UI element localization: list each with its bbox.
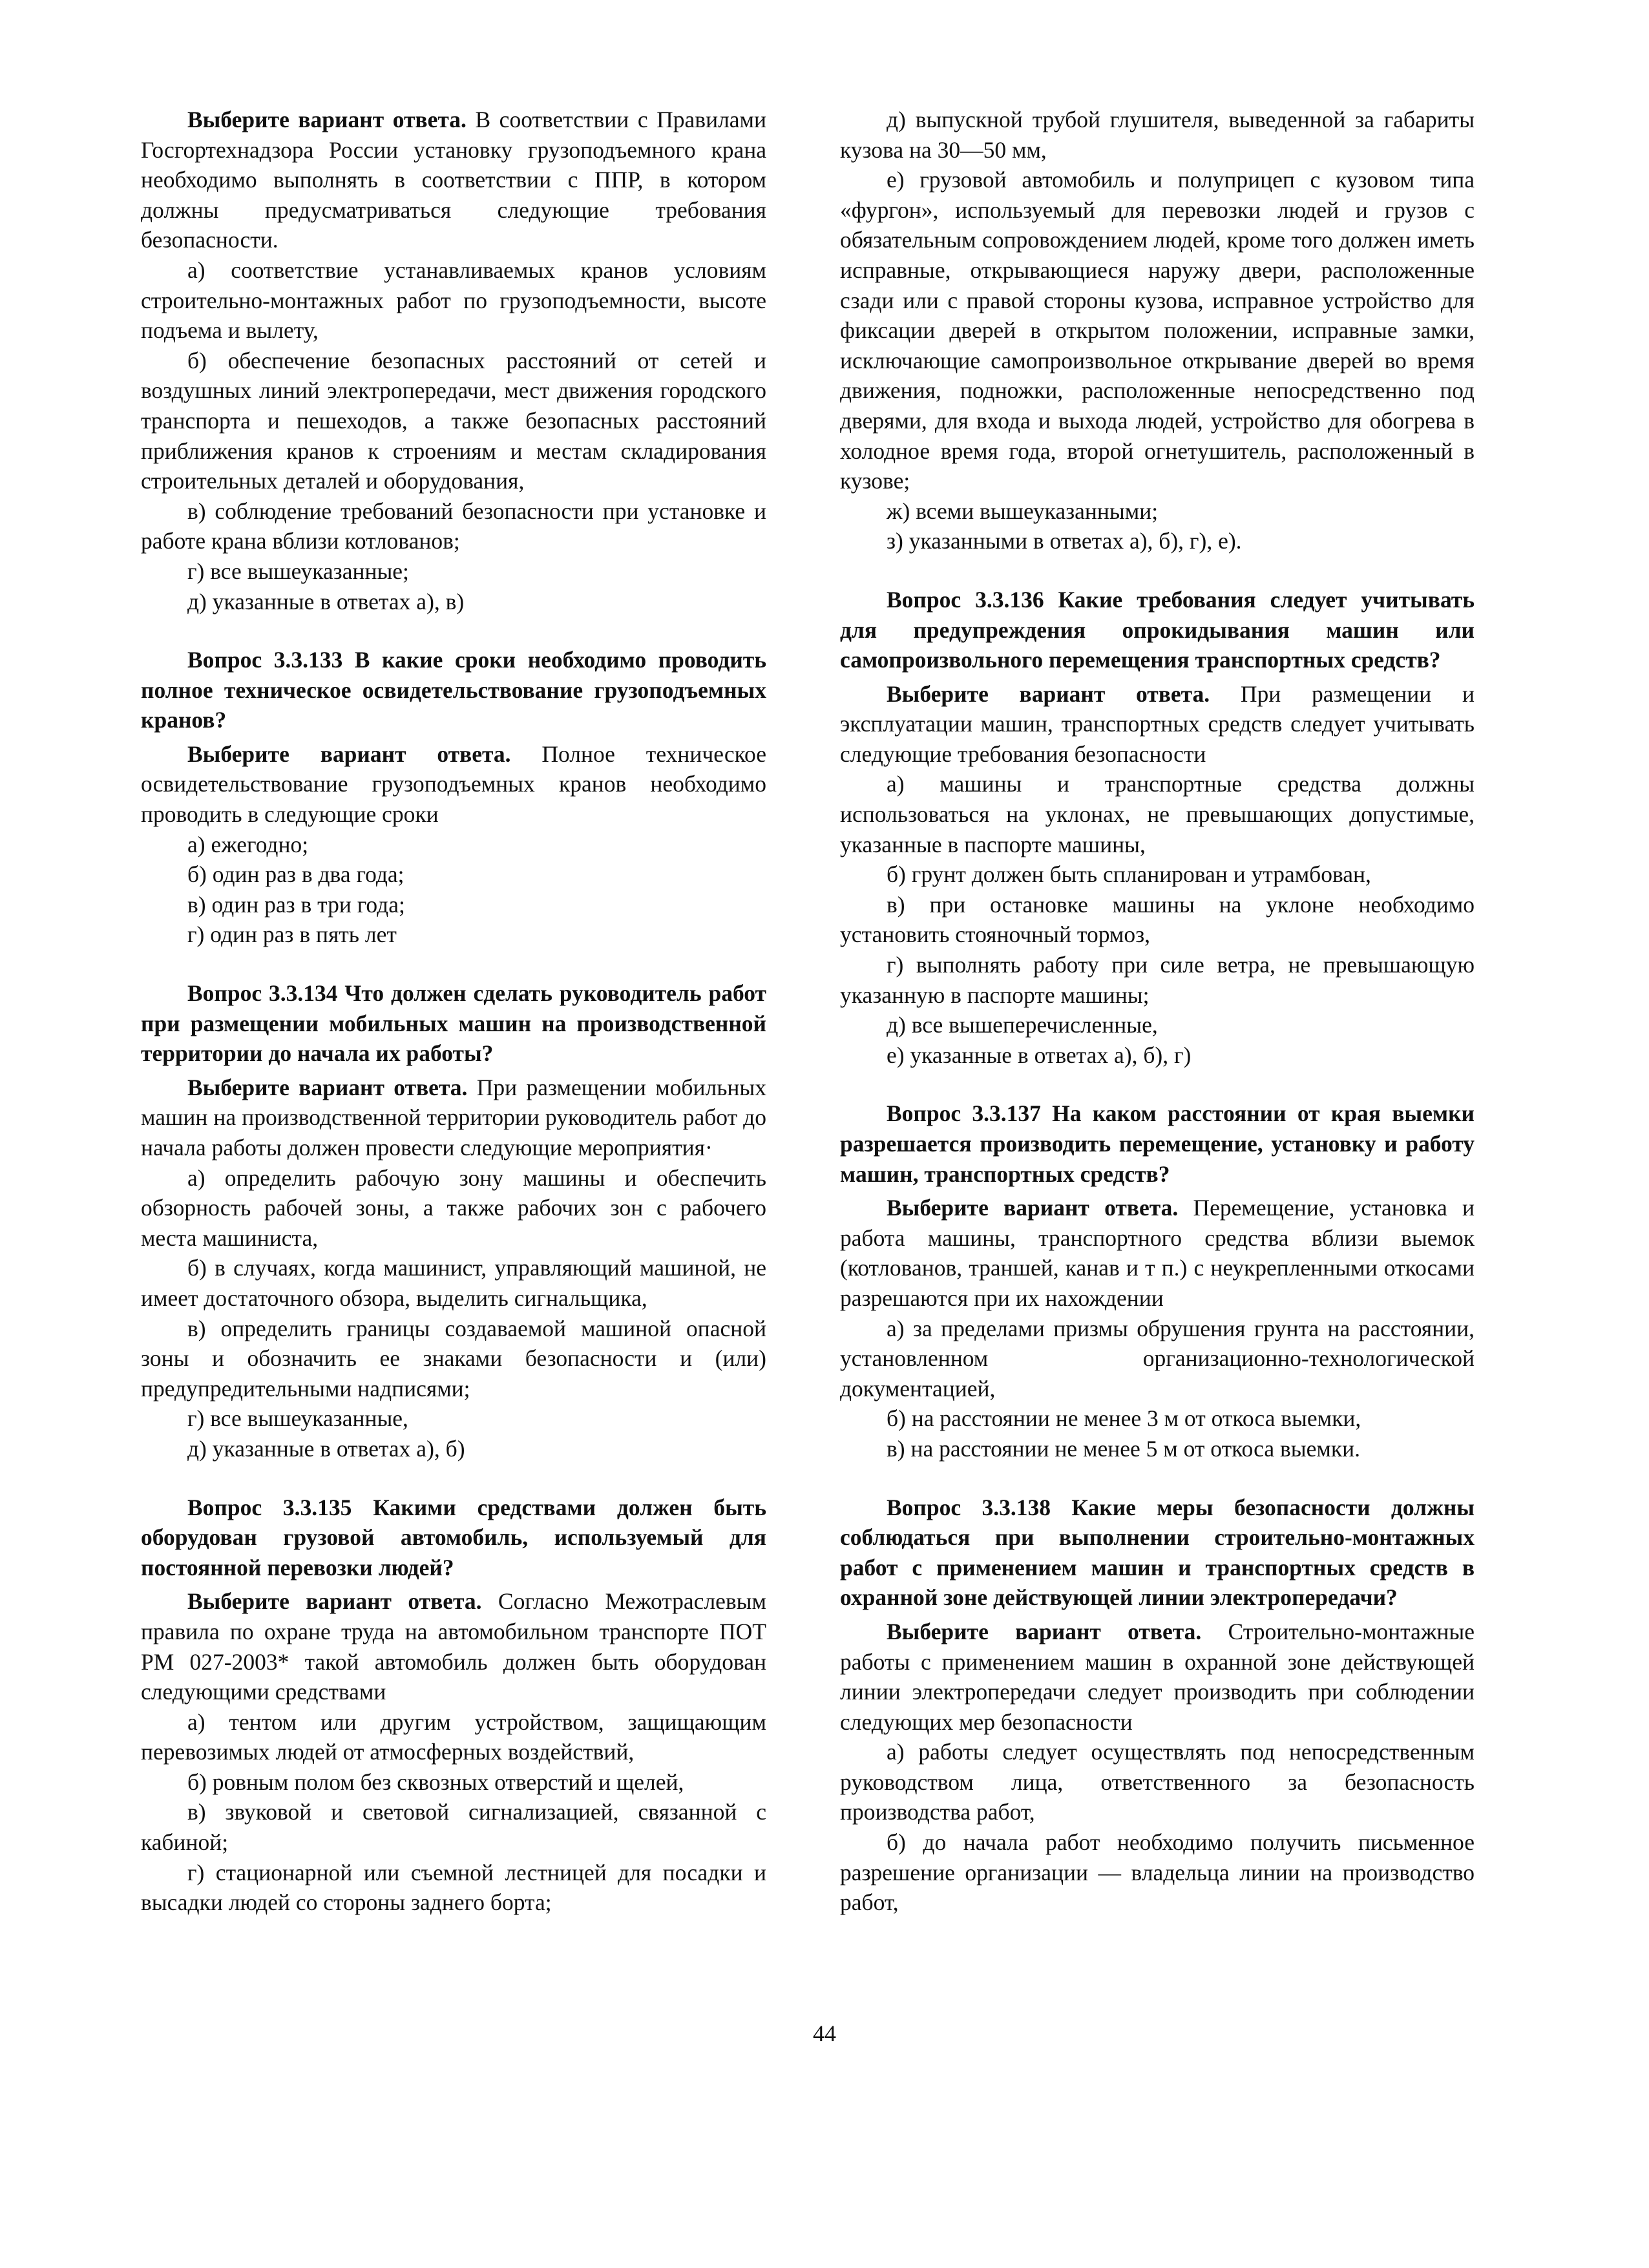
question-137-title: Вопрос 3.3.137 На каком расстоянии от края выемки разрешается производить перемещение, установку и работу машин, транспортных средств?	[840, 1100, 1475, 1187]
question-135-answer-g: г) стационарной или съемной лестницей для посадки и высадки людей со стороны заднего борта;	[141, 1859, 766, 1916]
left-column	[141, 105, 766, 1918]
question-135-answer-e: е) грузовой автомобиль и полуприцеп с кузовом типа «фургон», используемый для перевозки людей и грузов с обязательным сопровождением людей, кроме того должен иметь исправные, открывающиеся наружу двери, расположенные сзади или с правой стороны кузова, исправное устройство для фиксации дверей в открытом положении, исправные замки, исключающие самопроизвольное открывание дверей во время движения, подножки, расположенные непосредственно под дверями, для входа и выхода людей, устройство для обогрева в холодное время года, второй огнетушитель, расположенный в кузове;	[840, 167, 1475, 494]
question-137-answer-v: в) на расстоянии не менее 5 м от откоса выемки.	[887, 1435, 1360, 1462]
block1-intro-text: В соответствии с Правилами Госгортехнадзора России установку грузоподъемного крана необходимо выполнять в соответствии с ППР, в котором должны предусматриваться следующие требования безопасности.	[141, 107, 766, 253]
question-136-intro	[840, 679, 1475, 770]
block1-answer-d: д) указанные в ответах а), в)	[187, 588, 465, 614]
block1-answer-v: в) соблюдение требований безопасности при установке и работе крана вблизи котлованов;	[141, 498, 766, 554]
question-136-answer-d: д) все вышеперечисленные,	[887, 1012, 1158, 1038]
question-134-answer-v: в) определить границы создаваемой машиной опасной зоны и обозначить ее знаками безопасности и (или) предупредительными надписями;	[141, 1315, 766, 1402]
question-135-intro-label: Выберите вариант ответа.	[187, 1588, 482, 1615]
question-133-intro-text: Полное техническое освидетельствование грузоподъемных кранов необходимо проводить в следующие сроки	[141, 740, 766, 828]
question-135-title: Вопрос 3.3.135 Какими средствами должен быть оборудован грузовой автомобиль, используемый для постоянной перевозки людей?	[141, 1494, 766, 1580]
question-133-intro-label: Выберите вариант ответа.	[187, 740, 511, 767]
block1-answer-a: а) соответствие устанавливаемых кранов условиям строительно-монтажных работ по грузоподъемности, высоте подъема и вылету,	[141, 257, 766, 344]
question-134-intro-label: Выберите вариант ответа.	[187, 1074, 468, 1100]
question-138-intro-label: Выберите вариант ответа.	[887, 1618, 1202, 1644]
question-136-intro-text: При размещении и эксплуатации машин, транспортных средств следует учитывать следующие требования безопасности	[840, 680, 1475, 767]
question-134-title: Вопрос 3.3.134 Что должен сделать руководитель работ при размещении мобильных машин на производственной территории до начала их работы?	[141, 980, 766, 1067]
question-133-answer-a: а) ежегодно;	[187, 831, 309, 857]
question-133-intro	[141, 739, 766, 830]
question-137-intro	[840, 1193, 1475, 1313]
question-134-answer-a: а) определить рабочую зону машины и обеспечить обзорность рабочей зоны, а также рабочих зон с рабочего места машиниста,	[141, 1164, 766, 1251]
question-134-answer-b: б) в случаях, когда машинист, управляющий машиной, не имеет достаточного обзора, выделить сигнальщика,	[141, 1255, 766, 1311]
question-135-intro	[141, 1586, 766, 1706]
question-136-answer-e: е) указанные в ответах а), б), г)	[887, 1042, 1192, 1068]
page-number: 44	[813, 2021, 836, 2046]
question-134-answer-g: г) все вышеуказанные,	[187, 1405, 408, 1432]
block1-answer-b: б) обеспечение безопасных расстояний от сетей и воздушных линий электропередачи, мест движения городского транспорта и пешеходов, а также безопасных расстояний приближения кранов к строениям и местам складирования строительных деталей и оборудования,	[141, 347, 766, 494]
question-136-answer-v: в) при остановке машины на уклоне необходимо установить стояночный тормоз,	[840, 891, 1475, 948]
question-133-answer-b: б) один раз в два года;	[187, 861, 404, 888]
question-137-answer-a: а) за пределами призмы обрушения грунта на расстоянии, установленном организационно-технологической документацией,	[840, 1315, 1475, 1402]
question-135-answer-d: д) выпускной трубой глушителя, выведенной за габариты кузова на 30—50 мм,	[840, 107, 1475, 163]
question-138-answer-b: б) до начала работ необходимо получить письменное разрешение организации — владельца линии на производство работ,	[840, 1829, 1475, 1916]
block1-intro-label: Выберите вариант ответа.	[187, 107, 467, 132]
question-136-answer-b: б) грунт должен быть спланирован и утрамбован,	[887, 861, 1371, 888]
question-133-title: Вопрос 3.3.133 В какие сроки необходимо проводить полное техническое освидетельствование грузоподъемных кранов?	[141, 647, 766, 733]
question-136-answer-g: г) выполнять работу при силе ветра, не превышающую указанную в паспорте машины;	[840, 952, 1475, 1008]
question-138-title: Вопрос 3.3.138 Какие меры безопасности должны соблюдаться при выполнении строительно-монтажных работ с применением машин и транспортных средств в охранной зоне действующей линии электропередачи?	[840, 1494, 1475, 1611]
question-136-answer-a: а) машины и транспортные средства должны использоваться на уклонах, не превышающих допустимые, указанные в паспорте машины,	[840, 771, 1475, 857]
question-135-intro-text: Согласно Межотраслевым правила по охране труда на автомобильном транспорте ПОТ РМ 027-2003* такой автомобиль должен быть оборудован следующими средствами	[141, 1588, 766, 1705]
question-135-answer-v: в) звуковой и световой сигнализацией, связанной с кабиной;	[141, 1799, 766, 1856]
question-135-answer-zh: ж) всеми вышеуказанными;	[887, 498, 1159, 524]
question-135-answer-a: а) тентом или другим устройством, защищающим перевозимых людей от атмосферных воздействий,	[141, 1708, 766, 1765]
question-137-intro-text: Перемещение, установка и работа машины, транспортного средства вблизи выемок (котлованов, траншей, канав и т п.) с неукрепленными откосами разрешаются при их нахождении	[840, 1195, 1475, 1311]
question-136-title: Вопрос 3.3.136 Какие требования следует учитывать для предупреждения опрокидывания машин или самопроизвольного перемещения транспортных средств?	[840, 586, 1475, 673]
question-133-answer-g: г) один раз в пять лет	[187, 921, 397, 948]
block1-answer-g: г) все вышеуказанные;	[187, 558, 409, 584]
question-137-answer-b: б) на расстоянии не менее 3 м от откоса выемки,	[887, 1405, 1361, 1432]
question-135-answer-b: б) ровным полом без сквозных отверстий и щелей,	[187, 1769, 684, 1795]
question-134-intro	[141, 1073, 766, 1163]
question-138-intro	[840, 1617, 1475, 1737]
question-138-answer-a: а) работы следует осуществлять под непосредственным руководством лица, ответственного за безопасность производства работ,	[840, 1739, 1475, 1825]
question-134-answer-d: д) указанные в ответах а), б)	[187, 1435, 465, 1462]
right-column	[840, 105, 1475, 1918]
question-137-intro-label: Выберите вариант ответа.	[887, 1195, 1179, 1221]
question-135-answer-z: з) указанными в ответах а), б), г), е).	[887, 528, 1242, 554]
question-136-intro-label: Выберите вариант ответа.	[887, 680, 1210, 707]
question-133-answer-v: в) один раз в три года;	[187, 891, 405, 918]
question-134-intro-text: При размещении мобильных машин на производственной территории руководитель работ до начала работы должен провести следующие мероприятия·	[141, 1074, 766, 1160]
block1-intro	[141, 105, 766, 255]
question-138-intro-text: Строительно-монтажные работы с применением машин в охранной зоне действующей линии электропередачи следует производить при соблюдении следующих мер безопасности	[840, 1618, 1475, 1735]
